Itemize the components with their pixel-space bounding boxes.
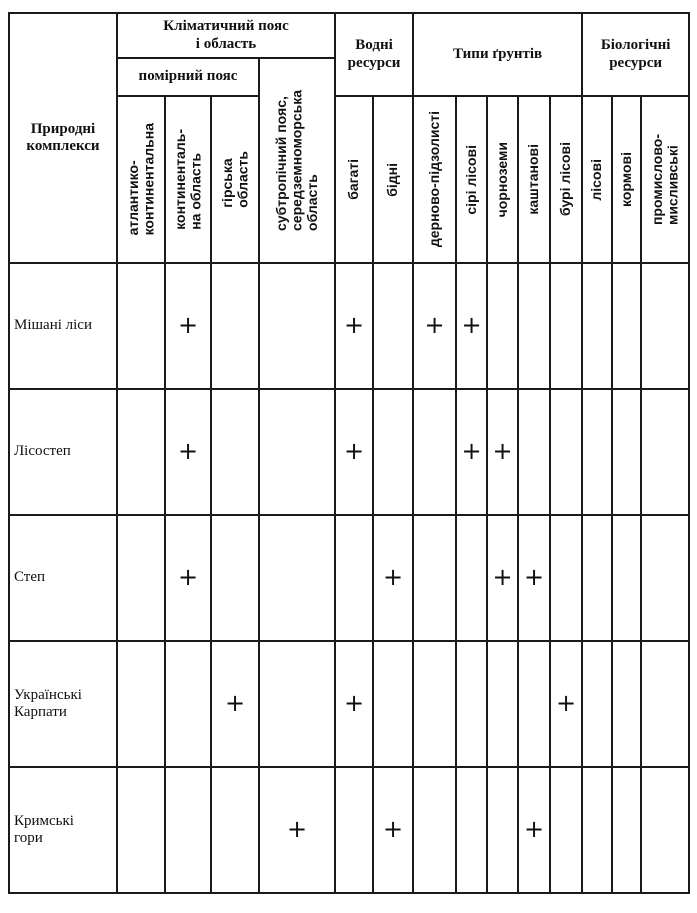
- mark-cell: +: [487, 515, 518, 641]
- mark-cell: [550, 263, 582, 389]
- mark-cell: [413, 389, 456, 515]
- mark-cell: [335, 515, 373, 641]
- column-header: атлантико- континентальна: [117, 96, 165, 263]
- mark-cell: +: [550, 641, 582, 767]
- mark-cell: +: [456, 389, 487, 515]
- header-soils: Типи ґрунтів: [413, 13, 582, 96]
- row-name: Мішані ліси: [9, 263, 117, 389]
- mark-cell: [641, 515, 689, 641]
- mark-cell: [582, 263, 612, 389]
- mark-cell: +: [335, 641, 373, 767]
- mark-cell: [165, 641, 211, 767]
- mark-cell: [582, 515, 612, 641]
- mark-cell: [550, 767, 582, 893]
- mark-cell: +: [335, 263, 373, 389]
- mark-cell: +: [211, 641, 259, 767]
- mark-cell: [259, 389, 335, 515]
- mark-cell: +: [487, 389, 518, 515]
- mark-cell: +: [518, 515, 550, 641]
- mark-cell: [259, 641, 335, 767]
- mark-cell: +: [456, 263, 487, 389]
- column-header: континенталь- на область: [165, 96, 211, 263]
- mark-cell: +: [259, 767, 335, 893]
- mark-cell: +: [165, 515, 211, 641]
- mark-cell: [413, 641, 456, 767]
- mark-cell: [456, 515, 487, 641]
- mark-cell: +: [165, 263, 211, 389]
- mark-cell: [518, 641, 550, 767]
- table-row: [9, 767, 689, 893]
- table-row: [9, 263, 689, 389]
- mark-cell: [117, 767, 165, 893]
- column-header: лісові: [582, 96, 612, 263]
- mark-cell: [117, 515, 165, 641]
- header-bio: Біологічні ресурси: [582, 13, 689, 96]
- mark-cell: [550, 515, 582, 641]
- column-header: каштанові: [518, 96, 550, 263]
- mark-cell: +: [518, 767, 550, 893]
- column-header: кормові: [612, 96, 641, 263]
- mark-cell: [259, 515, 335, 641]
- column-header: дерново-підзолисті: [413, 96, 456, 263]
- mark-cell: [550, 389, 582, 515]
- mark-cell: +: [413, 263, 456, 389]
- header-water: Водні ресурси: [335, 13, 413, 96]
- mark-cell: [582, 767, 612, 893]
- column-header: бідні: [373, 96, 413, 263]
- mark-cell: +: [373, 767, 413, 893]
- mark-cell: [211, 767, 259, 893]
- mark-cell: [211, 389, 259, 515]
- mark-cell: [117, 389, 165, 515]
- mark-cell: [335, 767, 373, 893]
- mark-cell: [641, 767, 689, 893]
- mark-cell: [373, 263, 413, 389]
- column-header: багаті: [335, 96, 373, 263]
- table-row: [9, 515, 689, 641]
- mark-cell: +: [165, 389, 211, 515]
- column-header: сірі лісові: [456, 96, 487, 263]
- natural-complexes-table: [8, 12, 690, 894]
- mark-cell: [612, 389, 641, 515]
- mark-cell: +: [373, 515, 413, 641]
- mark-cell: [487, 641, 518, 767]
- table-row: [9, 389, 689, 515]
- row-name: Степ: [9, 515, 117, 641]
- header-natural-complexes: Природні комплекси: [9, 13, 117, 263]
- mark-cell: [641, 389, 689, 515]
- mark-cell: [456, 641, 487, 767]
- column-header: промислово- мисливські: [641, 96, 689, 263]
- column-header: чорноземи: [487, 96, 518, 263]
- header-temperate: помірний пояс: [117, 58, 259, 96]
- column-header: бурі лісові: [550, 96, 582, 263]
- mark-cell: [612, 263, 641, 389]
- mark-cell: +: [335, 389, 373, 515]
- mark-cell: [518, 389, 550, 515]
- row-name: Лісостеп: [9, 389, 117, 515]
- mark-cell: [612, 515, 641, 641]
- mark-cell: [211, 263, 259, 389]
- mark-cell: [518, 263, 550, 389]
- mark-cell: [413, 515, 456, 641]
- mark-cell: [641, 641, 689, 767]
- mark-cell: [641, 263, 689, 389]
- row-name: Українські Карпати: [9, 641, 117, 767]
- mark-cell: [456, 767, 487, 893]
- mark-cell: [117, 263, 165, 389]
- mark-cell: [487, 263, 518, 389]
- mark-cell: [373, 641, 413, 767]
- mark-cell: [165, 767, 211, 893]
- mark-cell: [487, 767, 518, 893]
- mark-cell: [211, 515, 259, 641]
- mark-cell: [373, 389, 413, 515]
- header-subtropical: субтропічний пояс, середземноморська область: [259, 58, 335, 263]
- mark-cell: [117, 641, 165, 767]
- row-name: Кримські гори: [9, 767, 117, 893]
- mark-cell: [582, 641, 612, 767]
- column-header: гірська область: [211, 96, 259, 263]
- mark-cell: [612, 767, 641, 893]
- mark-cell: [413, 767, 456, 893]
- table-row: [9, 641, 689, 767]
- mark-cell: [612, 641, 641, 767]
- mark-cell: [259, 263, 335, 389]
- header-climate: Кліматичний пояс і область: [117, 13, 335, 58]
- mark-cell: [582, 389, 612, 515]
